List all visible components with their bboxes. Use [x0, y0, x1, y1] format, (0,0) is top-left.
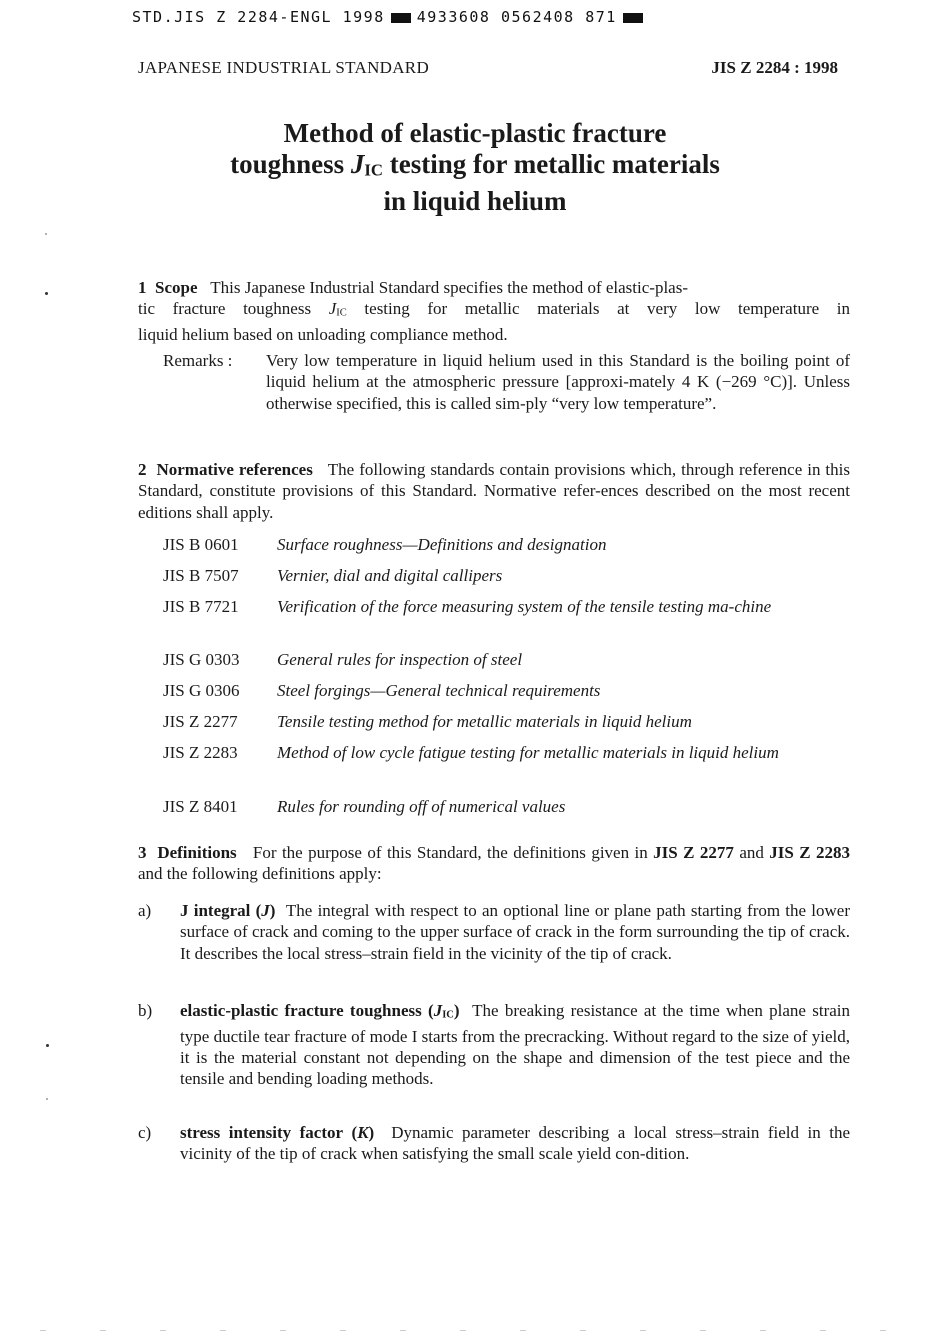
normative-text: The following standards contain provisions which, through reference in this Standard, constitute provisions of this Standard. Normative refer-ences described on the most recent editions shall apply.: [138, 460, 850, 522]
definition-symbol: J: [261, 901, 270, 920]
reference-title: Steel forgings—General technical requirements: [277, 681, 601, 700]
definition-text: The breaking resistance at the time when plane strain type ductile tear fracture of mode I starts from the precracking. Without regard to the size of yield, it is the material constant not depending on the shape and dimension of the test piece and the tensile and bending loading methods.: [180, 1001, 851, 1089]
title-line-1: Method of elastic-plastic fracture: [283, 118, 667, 148]
reference-title: Surface roughness—Definitions and designation: [277, 535, 607, 554]
definition-item: [138, 1000, 850, 1090]
reference-row: [163, 565, 850, 586]
j-subscript: IC: [364, 160, 383, 180]
definition-symbol: J: [433, 1001, 443, 1020]
scope-line-2: [138, 298, 850, 324]
reference-title: Verification of the force measuring system of the tensile testing ma-chine: [277, 597, 772, 616]
scope-line-1: [138, 277, 850, 298]
definition-term: stress intensity factor: [180, 1123, 344, 1142]
reference-title: Vernier, dial and digital callipers: [277, 566, 503, 585]
section-heading: Scope: [155, 278, 198, 297]
reference-code: JIS B 0601: [163, 535, 239, 554]
definition-letter: c): [138, 1123, 152, 1142]
section-heading: Normative references: [156, 460, 313, 479]
scan-speck: [46, 1098, 48, 1100]
reference-title: Tensile testing method for metallic materials in liquid helium: [277, 712, 692, 731]
definition-letter: b): [138, 1001, 153, 1020]
j-symbol: J: [328, 299, 337, 319]
title-text: toughness: [230, 149, 345, 179]
title-line-2: [0, 149, 950, 186]
standard-number: JIS Z 2284 : 1998: [711, 58, 838, 77]
reference-title: General rules for inspection of steel: [277, 650, 523, 669]
standard-reference: JIS Z 2283: [769, 843, 851, 862]
title-line-3: in liquid helium: [383, 185, 567, 216]
definition-letter: a): [138, 901, 152, 920]
reference-title: Rules for rounding off of numerical values: [277, 797, 566, 816]
scan-speck: [46, 1044, 49, 1047]
scope-text: This Japanese Industrial Standard specifies the method of elastic-plas-: [210, 278, 688, 297]
reference-row: [163, 711, 850, 732]
scope-text: tic fracture toughness: [138, 299, 312, 319]
redaction-block: [623, 13, 643, 23]
standard-reference: JIS Z 2277: [653, 843, 734, 862]
definitions-text: and: [739, 843, 764, 862]
definition-body: J integral (J) The integral with respect to an optional line or plane path starting from the lower surface of crack and coming to the upper surface of crack in the form surrounding the tip of crack. It describes the local stress–strain field in the vicinity of the tip of crack.: [180, 901, 851, 963]
reference-row: [163, 680, 850, 701]
definitions-paragraph: [138, 842, 850, 885]
scope-paragraph: [138, 277, 850, 345]
reference-row: [163, 596, 850, 617]
remarks-text: Very low temperature in liquid helium used in this Standard is the boiling point of liquid helium at the atmospheric pressure [approxi-mately 4 K (−269 °C)]. Unless otherwise specified, this is called sim-ply “very low temperature”.: [266, 351, 850, 413]
section-number: 3: [138, 843, 147, 862]
reference-code: JIS G 0303: [163, 650, 240, 669]
definition-symbol-subscript: IC: [442, 1009, 454, 1021]
section-number: 1: [138, 278, 147, 297]
definition-term: J integral: [180, 901, 251, 920]
definition-body: stress intensity factor (K) Dynamic parameter describing a local stress–strain field in the vicinity of the tip of crack when satisfying the small scale yield con-dition.: [180, 1123, 851, 1164]
scan-stamp-left: STD.JIS Z 2284-ENGL 1998: [132, 8, 385, 26]
definition-item: [138, 1122, 850, 1165]
j-symbol: J: [350, 149, 365, 179]
definition-text: The integral with respect to an optional line or plane path starting from the lower surface of crack and coming to the upper surface of crack in the form surrounding the tip of crack. It describes the local stress–strain field in the vicinity of the tip of crack.: [180, 901, 851, 963]
section-heading: Definitions: [157, 843, 237, 862]
definition-item: [138, 900, 850, 964]
remarks-label: Remarks :: [163, 351, 233, 370]
reference-code: JIS Z 2277: [163, 712, 238, 731]
reference-row: [163, 796, 850, 817]
scan-edge-artifact: [40, 1330, 900, 1331]
standard-label: JAPANESE INDUSTRIAL STANDARD: [138, 58, 430, 77]
definition-symbol: K: [357, 1123, 369, 1142]
section-number: 2: [138, 460, 147, 479]
reference-code: JIS B 7507: [163, 566, 239, 585]
definition-text: Dynamic parameter describing a local stress–strain field in the vicinity of the tip of crack when satisfying the small scale yield con-dition.: [180, 1123, 851, 1164]
reference-code: JIS Z 8401: [163, 797, 238, 816]
scope-line-3: liquid helium based on unloading compliance method.: [138, 325, 508, 345]
scan-stamp: [132, 8, 649, 26]
page-title: [0, 118, 950, 217]
definition-body: elastic-plastic fracture toughness (JIC) The breaking resistance at the time when plane strain type ductile tear fracture of mode I starts from the precracking. Without regard to the size of yield, it is the material constant not depending on the shape and dimension of the test piece and the tensile and bending loading methods.: [180, 1001, 851, 1089]
scan-speck: [45, 292, 48, 295]
reference-row: [163, 742, 850, 763]
definition-term: elastic-plastic fracture toughness: [180, 1001, 422, 1020]
redaction-block: [391, 13, 411, 23]
reference-code: JIS B 7721: [163, 597, 239, 616]
definitions-text: For the purpose of this Standard, the definitions given in: [252, 843, 648, 862]
scope-text: testing for metallic materials at very low temperature in: [364, 299, 850, 319]
reference-code: JIS G 0306: [163, 681, 240, 700]
definitions-text: and the following definitions apply:: [138, 864, 382, 884]
reference-code: JIS Z 2283: [163, 743, 238, 762]
title-text: testing for metallic materials: [389, 149, 720, 179]
j-subscript: IC: [336, 307, 347, 319]
scan-stamp-middle: 4933608 0562408 871: [416, 8, 617, 26]
scan-speck: [45, 233, 47, 235]
reference-row: [163, 649, 850, 670]
normative-paragraph: [138, 459, 850, 523]
reference-title: Method of low cycle fatigue testing for metallic materials in liquid helium: [277, 743, 779, 762]
reference-row: [163, 534, 850, 555]
